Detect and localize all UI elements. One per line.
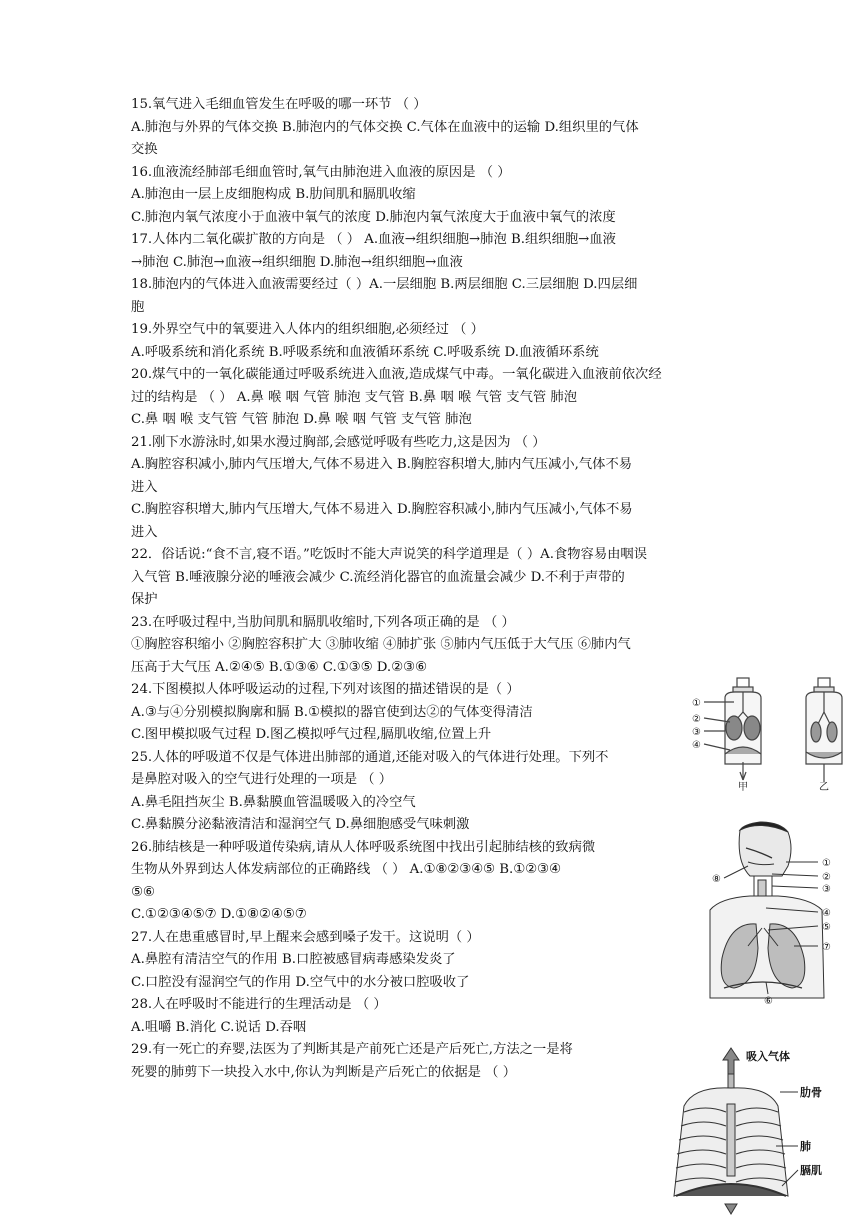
text-line: ①胸腔容积缩小 ②胸腔容积扩大 ③肺收缩 ④肺扩张 ⑤肺内气压低于大气压 ⑥肺内气 — [131, 637, 631, 652]
text-line: 15.氧气进入毛细血管发生在呼吸的哪一环节 （ ） — [131, 97, 427, 112]
text-line: 进入 — [131, 479, 158, 495]
resp-marker: ② — [822, 872, 831, 883]
rib-cage-label: 肋骨 — [800, 1086, 822, 1099]
text-line: 胞 — [131, 299, 145, 315]
text-line: 17.人体内二氧化碳扩散的方向是 （ ） A.血液→组织细胞→肺泡 B.组织细胞→血液 — [131, 232, 616, 247]
text-line: 是鼻腔对吸入的空气进行处理的一项是 （ ） — [131, 772, 393, 787]
rib-cage-label: 膈肌 — [800, 1164, 822, 1177]
text-line: A.鼻毛阻挡灰尘 B.鼻黏膜血管温暖吸入的冷空气 — [131, 794, 416, 810]
text-line: 16.血液流经肺部毛细血管时,氧气由肺泡进入血液的原因是 （ ） — [131, 164, 511, 180]
text-line: A.呼吸系统和消化系统 B.呼吸系统和血液循环系统 C.呼吸系统 D.血液循环系统 — [131, 344, 599, 360]
bell-jar-marker: ① — [692, 698, 701, 709]
text-line: 27.人在患重感冒时,早上醒来会感到嗓子发干。这说明（ ） — [131, 929, 480, 945]
resp-marker: ① — [822, 858, 831, 869]
text-line: 21.刚下水游泳时,如果水漫过胸部,会感觉呼吸有些吃力,这是因为 （ ） — [131, 434, 546, 450]
text-line: A.咀嚼 B.消化 C.说话 D.吞咽 — [131, 1019, 307, 1035]
text-line: →肺泡 C.肺泡→血液→组织细胞 D.肺泡→组织细胞→血液 — [131, 254, 463, 270]
text-line: A.③与④分别模拟胸廓和膈 B.①模拟的器官使到达②的气体变得清洁 — [131, 704, 533, 720]
bell-jar-marker: ③ — [692, 727, 701, 738]
text-line: 保护 — [131, 592, 158, 607]
text-line: 交换 — [131, 142, 158, 157]
text-line: A.胸腔容积减小,肺内气压增大,气体不易进入 B.胸腔容积增大,肺内气压减小,气体不易 — [131, 457, 633, 472]
bell-jar-caption: 乙 — [819, 782, 829, 792]
rib-cage-figure — [664, 1046, 860, 1216]
text-line: C.口腔没有湿润空气的作用 D.空气中的水分被口腔吸收了 — [131, 974, 470, 990]
resp-marker: ⑧ — [712, 874, 721, 885]
text-line: 死婴的肺剪下一块投入水中,你认为判断是产后死亡的依据是 （ ） — [131, 1064, 516, 1080]
rib-cage-label: 吸入气体 — [746, 1050, 790, 1063]
text-line: C.图甲模拟吸气过程 D.图乙模拟呼气过程,膈肌收缩,位置上升 — [131, 727, 492, 742]
text-line: 24.下图模拟人体呼吸运动的过程,下列对该图的描述错误的是（ ） — [131, 682, 520, 697]
text-line: C.鼻 咽 喉 支气管 气管 肺泡 D.鼻 喉 咽 气管 支气管 肺泡 — [131, 412, 472, 427]
text-line: 28.人在呼吸时不能进行的生理活动是 （ ） — [131, 997, 387, 1012]
text-line: C.①②③④⑤⑦ D.①⑧②④⑤⑦ — [131, 907, 307, 922]
text-line: 进入 — [131, 524, 158, 540]
bell-jar-marker: ② — [692, 714, 701, 725]
text-line: 22．俗话说:“食不言,寝不语。”吃饭时不能大声说笑的科学道理是（ ）A.食物容易由咽误 — [131, 547, 648, 562]
text-line: 26.肺结核是一种呼吸道传染病,请从人体呼吸系统图中找出引起肺结核的致病微 — [131, 839, 596, 855]
text-line: A.肺泡由一层上皮细胞构成 B.肋间肌和膈肌收缩 — [131, 187, 416, 202]
text-line: 20.煤气中的一氧化碳能通过呼吸系统进入血液,造成煤气中毒。一氧化碳进入血液前依次经 — [131, 367, 662, 382]
text-line: 19.外界空气中的氧要进入人体内的组织细胞,必须经过 （ ） — [131, 322, 484, 337]
rib-cage-label: 肺 — [800, 1140, 811, 1153]
bell-jar-figure — [690, 672, 860, 792]
text-line: C.肺泡内氧气浓度小于血液中氧气的浓度 D.肺泡内氧气浓度大于血液中氧气的浓度 — [131, 209, 616, 225]
resp-marker: ③ — [822, 884, 831, 895]
text-line: C.鼻黏膜分泌黏液清洁和湿润空气 D.鼻细胞感受气味刺激 — [131, 817, 470, 832]
text-line: 25.人体的呼吸道不仅是气体进出肺部的通道,还能对吸入的气体进行处理。下列不 — [131, 749, 609, 765]
resp-marker: ④ — [822, 908, 831, 919]
resp-marker: ⑥ — [764, 996, 773, 1007]
resp-marker: ⑤ — [822, 922, 831, 933]
text-line: A.肺泡与外界的气体交换 B.肺泡内的气体交换 C.气体在血液中的运输 D.组织里的气体 — [131, 119, 639, 135]
bell-jar-caption: 甲 — [738, 782, 748, 792]
text-line: 29.有一死亡的弃婴,法医为了判断其是产前死亡还是产后死亡,方法之一是将 — [131, 1042, 573, 1057]
text-line: 生物从外界到达人体发病部位的正确路线 （ ） A.①⑧②③④⑤ B.①②③④ — [131, 862, 561, 877]
resp-marker: ⑦ — [822, 942, 831, 953]
text-line: C.胸腔容积增大,肺内气压增大,气体不易进入 D.胸腔容积减小,肺内气压减小,气体不易 — [131, 502, 633, 517]
text-line: 过的结构是 （ ） A.鼻 喉 咽 气管 肺泡 支气管 B.鼻 咽 喉 气管 支气管 肺泡 — [131, 389, 578, 405]
text-line: 压高于大气压 A.②④⑤ B.①③⑥ C.①③⑤ D.②③⑥ — [131, 659, 427, 675]
text-line: 入气管 B.唾液腺分泌的唾液会减少 C.流经消化器官的血流量会减少 D.不利于声带的 — [131, 569, 625, 585]
bell-jar-marker: ④ — [692, 740, 701, 751]
text-line: 23.在呼吸过程中,当肋间肌和膈肌收缩时,下列各项正确的是 （ ） — [131, 614, 515, 630]
text-line: A.鼻腔有清洁空气的作用 B.口腔被感冒病毒感染发炎了 — [131, 952, 456, 967]
text-line: ⑤⑥ — [131, 884, 155, 900]
respiratory-system-figure — [700, 818, 860, 1008]
text-line: 18.肺泡内的气体进入血液需要经过（ ）A.一层细胞 B.两层细胞 C.三层细胞 D.四层细 — [131, 277, 638, 292]
